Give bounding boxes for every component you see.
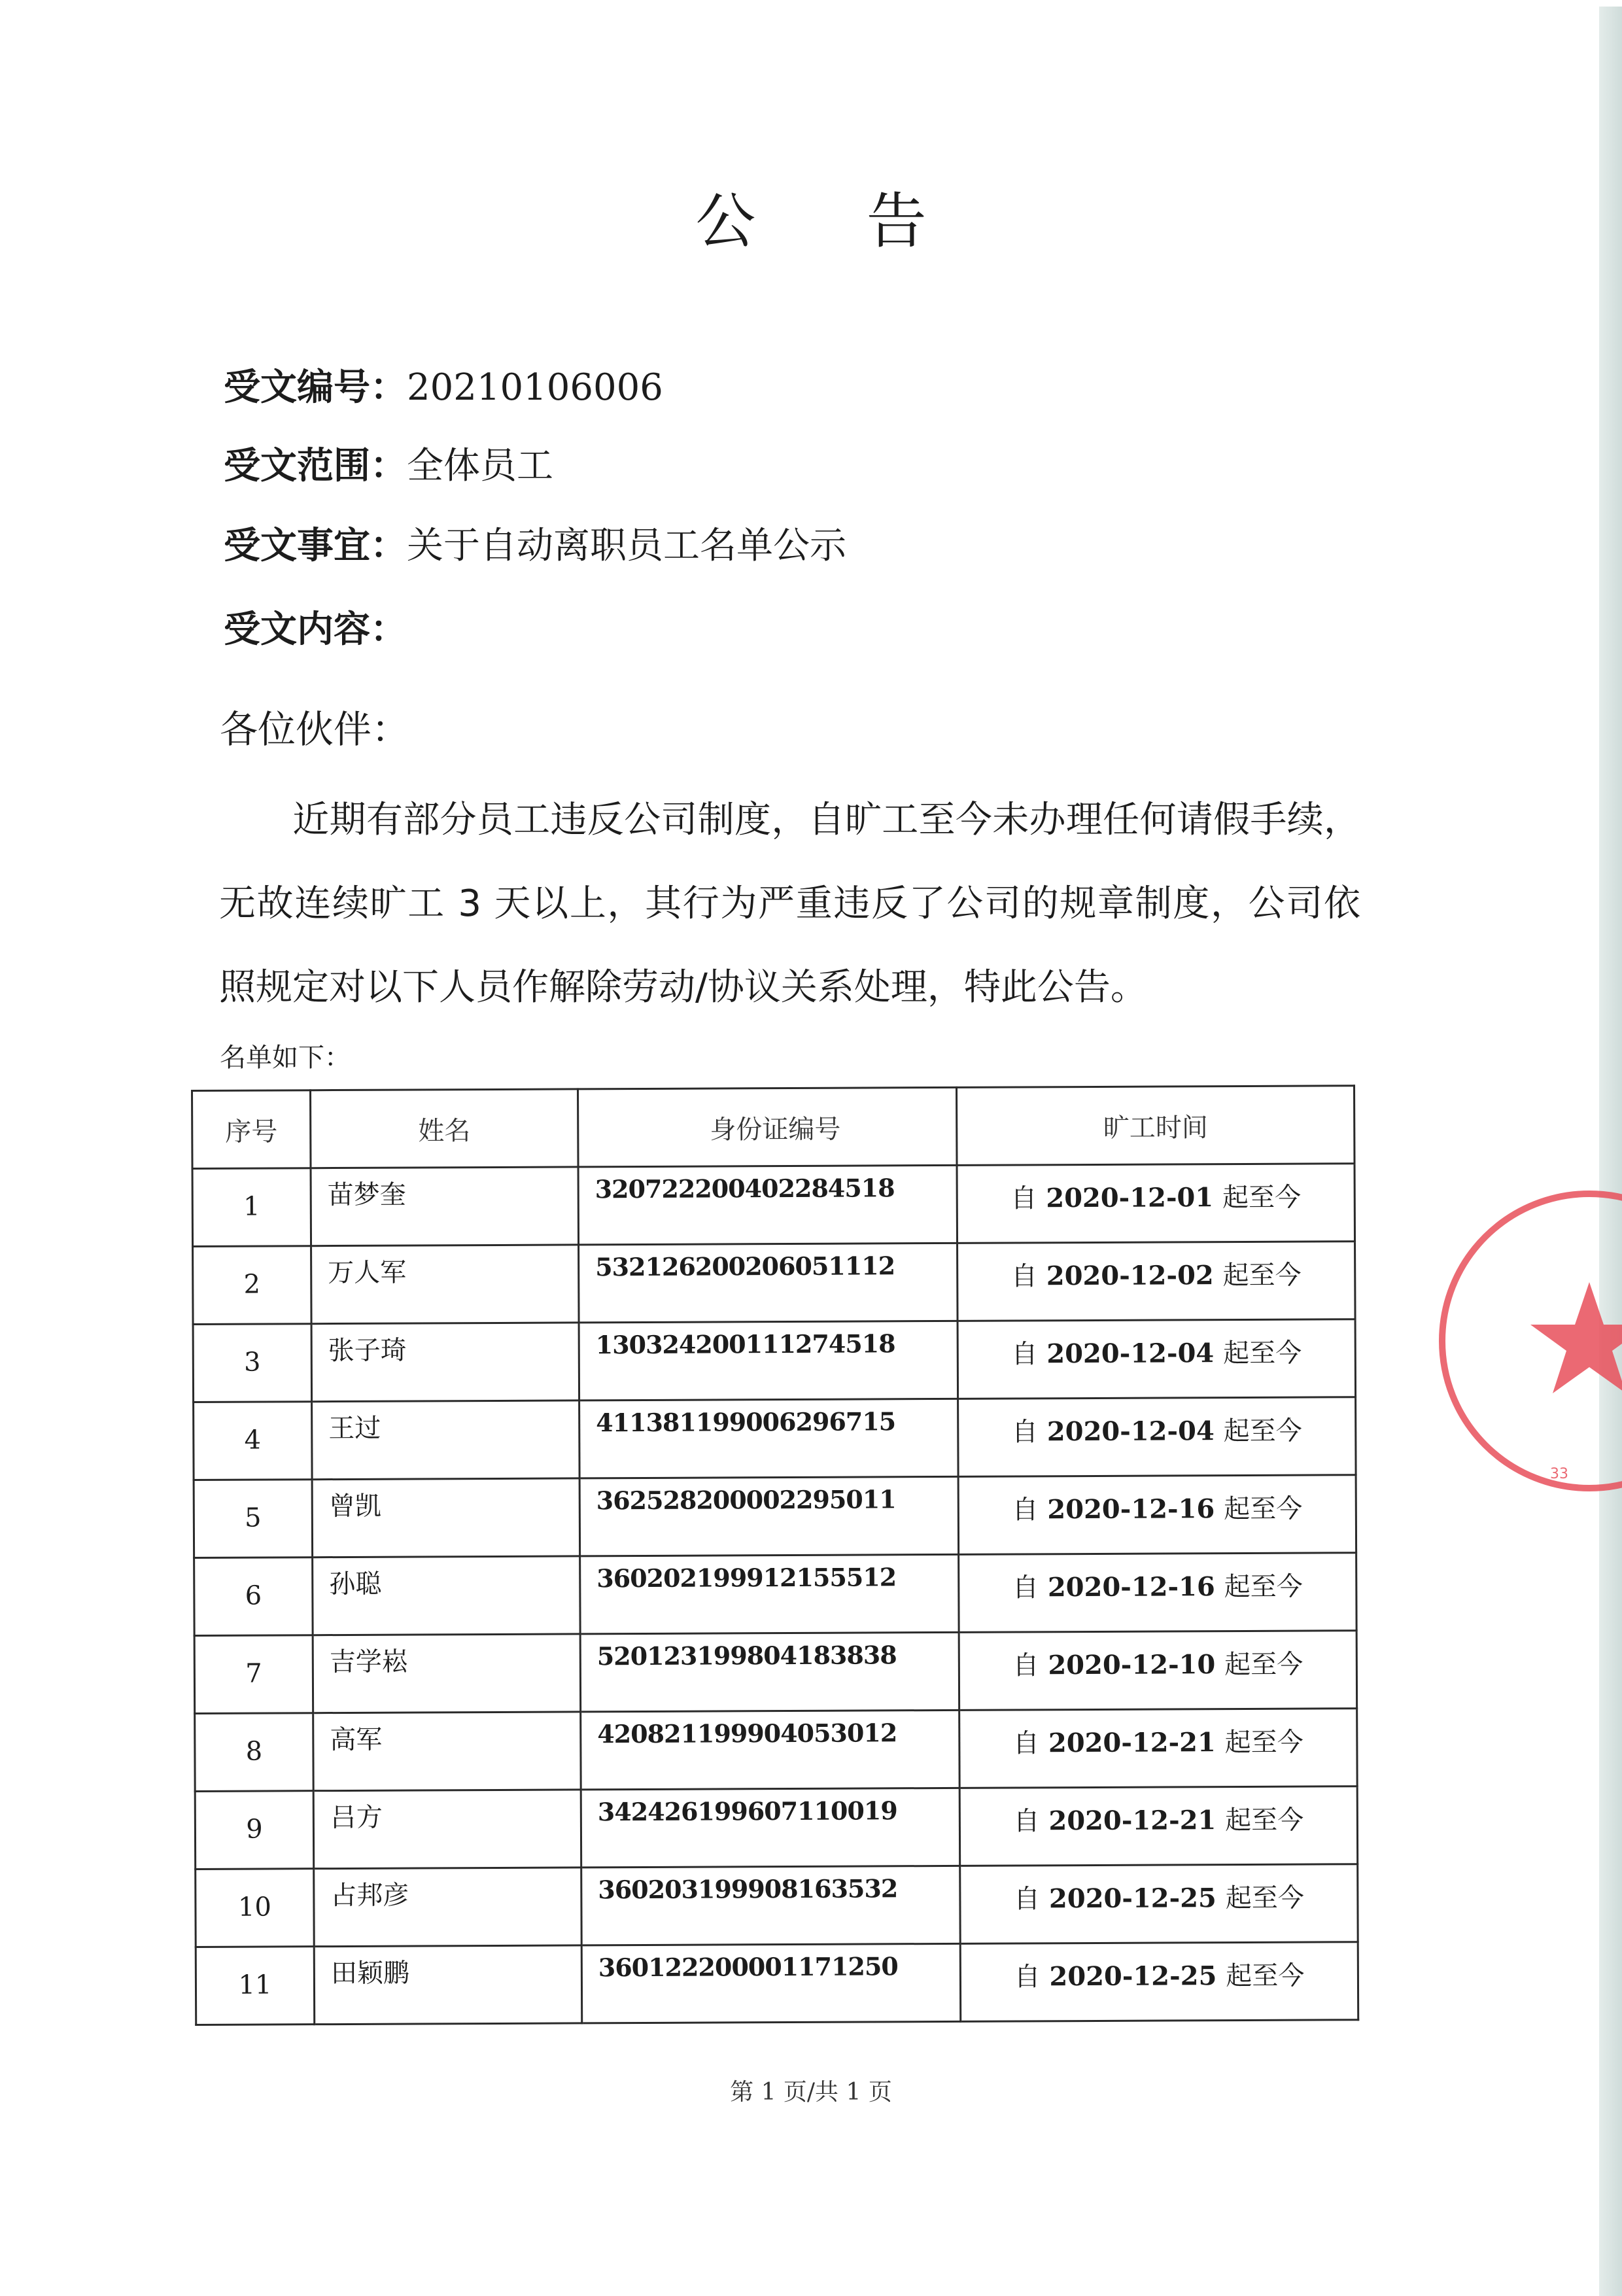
date-suffix: 起至今 xyxy=(1225,1883,1304,1914)
meta-scope xyxy=(224,437,553,489)
cell-no xyxy=(193,1324,312,1402)
absence-date: 2020-12-04 xyxy=(1046,1416,1215,1448)
id-number: 532126200206051112 xyxy=(595,1251,895,1282)
cell-date xyxy=(958,1242,1356,1321)
cell-id xyxy=(581,1710,960,1790)
cell-id xyxy=(581,1866,961,1945)
page-footer: 第 1 页/共 1 页 xyxy=(730,2079,892,2106)
dismissal-table xyxy=(191,1085,1359,2026)
cell-no xyxy=(196,1869,315,1947)
cell-id xyxy=(580,1554,959,1634)
seal-star-icon xyxy=(1530,1282,1622,1393)
row-number: 8 xyxy=(245,1736,263,1767)
cell-id xyxy=(579,1321,958,1400)
employee-name: 吉学崧 xyxy=(329,1646,408,1678)
id-number: 360202199912155512 xyxy=(596,1562,897,1593)
id-number: 520123199804183838 xyxy=(596,1640,897,1671)
cell-no xyxy=(195,1791,314,1870)
id-number: 362528200002295011 xyxy=(596,1484,896,1516)
meta-label: 受文范围： xyxy=(224,445,407,487)
absence-date: 2020-12-21 xyxy=(1048,1727,1216,1759)
meta-label: 受文编号： xyxy=(224,366,407,409)
cell-no xyxy=(194,1480,313,1558)
table-row xyxy=(194,1475,1356,1558)
absence-date: 2020-12-01 xyxy=(1046,1182,1214,1214)
row-number: 5 xyxy=(245,1503,262,1533)
meta-doc-number xyxy=(224,358,663,411)
header-name: 姓名 xyxy=(311,1089,579,1168)
cell-name xyxy=(314,1945,582,2025)
employee-name: 苗梦奎 xyxy=(327,1179,406,1211)
cell-name xyxy=(311,1323,579,1402)
table-row xyxy=(194,1397,1356,1480)
table-row xyxy=(194,1631,1357,1714)
row-number: 7 xyxy=(245,1658,262,1689)
body-paragraph xyxy=(219,778,1360,1030)
date-suffix: 起至今 xyxy=(1223,1338,1302,1369)
date-prefix: 自 xyxy=(1011,1417,1039,1448)
cell-no xyxy=(192,1168,311,1247)
date-prefix: 自 xyxy=(1013,1806,1040,1837)
table-row xyxy=(196,1864,1358,1947)
date-suffix: 起至今 xyxy=(1224,1727,1303,1758)
meta-label: 受文事宜： xyxy=(224,525,407,567)
id-number: 342426199607110019 xyxy=(597,1796,897,1827)
table-row xyxy=(193,1319,1356,1402)
meta-subject xyxy=(224,517,846,569)
employee-name: 高军 xyxy=(330,1724,383,1756)
date-suffix: 起至今 xyxy=(1224,1571,1303,1603)
cell-name xyxy=(311,1167,579,1246)
cell-date xyxy=(960,1942,1358,2022)
employee-name: 占邦彦 xyxy=(330,1880,409,1911)
id-number: 360122200001171250 xyxy=(598,1951,898,1983)
absence-date: 2020-12-10 xyxy=(1048,1649,1216,1681)
cell-name xyxy=(313,1556,581,1635)
table-row xyxy=(195,1709,1358,1792)
id-number: 420821199904053012 xyxy=(597,1718,897,1749)
cell-no xyxy=(196,1947,315,2025)
cell-name xyxy=(311,1245,579,1324)
cell-id xyxy=(581,1943,961,2023)
absence-date: 2020-12-16 xyxy=(1047,1493,1215,1525)
meta-value: 20210106006 xyxy=(407,366,663,409)
row-number: 1 xyxy=(243,1191,260,1222)
date-prefix: 自 xyxy=(1010,1183,1037,1214)
cell-date xyxy=(960,1864,1358,1944)
cell-no xyxy=(194,1635,313,1714)
cell-date xyxy=(957,1164,1355,1244)
table-row xyxy=(196,1942,1358,2025)
id-number: 130324200111274518 xyxy=(595,1329,895,1360)
cell-id xyxy=(579,1243,958,1323)
date-suffix: 起至今 xyxy=(1226,1960,1305,1992)
cell-id xyxy=(579,1476,959,1556)
date-prefix: 自 xyxy=(1012,1728,1040,1759)
id-number: 360203199908163532 xyxy=(598,1873,898,1905)
meta-value: 关于自动离职员工名单公示 xyxy=(407,525,846,567)
date-prefix: 自 xyxy=(1014,1962,1041,1992)
company-seal xyxy=(1419,1177,1622,1505)
row-number: 3 xyxy=(243,1347,261,1378)
employee-name: 田颖鹏 xyxy=(330,1958,409,1989)
date-suffix: 起至今 xyxy=(1224,1649,1303,1680)
row-number: 9 xyxy=(246,1814,263,1845)
date-prefix: 自 xyxy=(1012,1650,1039,1681)
body-text: 近期有部分员工违反公司制度，自旷工至今未办理任何请假手续，无故连续旷工 3 天以上，其行为严重违反了公司的规章制度，公司依照规定对以下人员作解除劳动/协议关系处理，特此公告。 xyxy=(219,799,1360,1009)
date-suffix: 起至今 xyxy=(1225,1805,1304,1836)
greeting: 各位伙伴： xyxy=(220,707,410,752)
cell-no xyxy=(194,1402,313,1480)
meta-content xyxy=(224,600,407,653)
cell-id xyxy=(579,1399,959,1478)
date-suffix: 起至今 xyxy=(1222,1260,1302,1291)
employee-name: 曾凯 xyxy=(328,1491,381,1522)
absence-date: 2020-12-21 xyxy=(1048,1805,1216,1837)
cell-no xyxy=(193,1246,312,1325)
document-title: 公 告 xyxy=(695,186,973,256)
employee-name: 吕方 xyxy=(330,1802,383,1834)
table-row xyxy=(195,1786,1358,1870)
id-number: 320722200402284518 xyxy=(595,1173,895,1204)
cell-date xyxy=(959,1631,1357,1711)
cell-name xyxy=(312,1478,580,1557)
employee-name: 万人军 xyxy=(328,1257,407,1289)
employee-name: 张子琦 xyxy=(328,1335,407,1366)
row-number: 4 xyxy=(244,1425,262,1455)
table-header-row xyxy=(192,1086,1355,1169)
date-suffix: 起至今 xyxy=(1224,1493,1303,1525)
header-date: 旷工时间 xyxy=(956,1086,1355,1166)
cell-name xyxy=(312,1400,580,1480)
absence-date: 2020-12-16 xyxy=(1047,1571,1215,1603)
absence-date: 2020-12-25 xyxy=(1049,1960,1217,1992)
absence-date: 2020-12-04 xyxy=(1046,1338,1215,1370)
header-no: 序号 xyxy=(192,1090,311,1169)
scan-edge-strip xyxy=(1599,7,1622,2296)
row-number: 2 xyxy=(243,1269,261,1300)
cell-name xyxy=(313,1712,581,1791)
date-suffix: 起至今 xyxy=(1223,1416,1302,1447)
cell-date xyxy=(959,1553,1357,1633)
table-row xyxy=(192,1164,1355,1247)
cell-name xyxy=(314,1868,582,1947)
meta-value: 全体员工 xyxy=(407,445,553,487)
cell-date xyxy=(958,1397,1356,1477)
table-row xyxy=(193,1242,1356,1325)
cell-id xyxy=(581,1788,960,1868)
cell-date xyxy=(959,1786,1358,1866)
date-prefix: 自 xyxy=(1012,1495,1039,1525)
date-prefix: 自 xyxy=(1013,1884,1041,1915)
absence-date: 2020-12-02 xyxy=(1046,1260,1214,1292)
cell-date xyxy=(958,1319,1356,1399)
meta-label: 受文内容： xyxy=(224,608,407,651)
seal-number: 33 xyxy=(1550,1466,1568,1482)
cell-id xyxy=(580,1632,959,1712)
list-label: 名单如下： xyxy=(220,1043,351,1073)
date-prefix: 自 xyxy=(1010,1261,1037,1292)
header-id: 身份证编号 xyxy=(578,1087,958,1167)
cell-date xyxy=(958,1475,1356,1555)
employee-name: 王过 xyxy=(328,1413,381,1444)
cell-no xyxy=(194,1557,313,1636)
date-prefix: 自 xyxy=(1011,1339,1038,1370)
absence-date: 2020-12-25 xyxy=(1048,1883,1216,1915)
employee-name: 孙聪 xyxy=(329,1569,382,1600)
date-prefix: 自 xyxy=(1012,1573,1039,1603)
cell-date xyxy=(959,1709,1358,1788)
id-number: 411381199006296715 xyxy=(596,1406,896,1438)
row-number: 11 xyxy=(238,1970,272,2000)
row-number: 6 xyxy=(245,1580,262,1611)
cell-name xyxy=(313,1634,581,1713)
date-suffix: 起至今 xyxy=(1222,1182,1302,1213)
table-row xyxy=(194,1553,1357,1636)
row-number: 10 xyxy=(237,1892,272,1922)
cell-id xyxy=(578,1165,958,1245)
cell-no xyxy=(195,1713,314,1792)
cell-name xyxy=(313,1790,581,1869)
